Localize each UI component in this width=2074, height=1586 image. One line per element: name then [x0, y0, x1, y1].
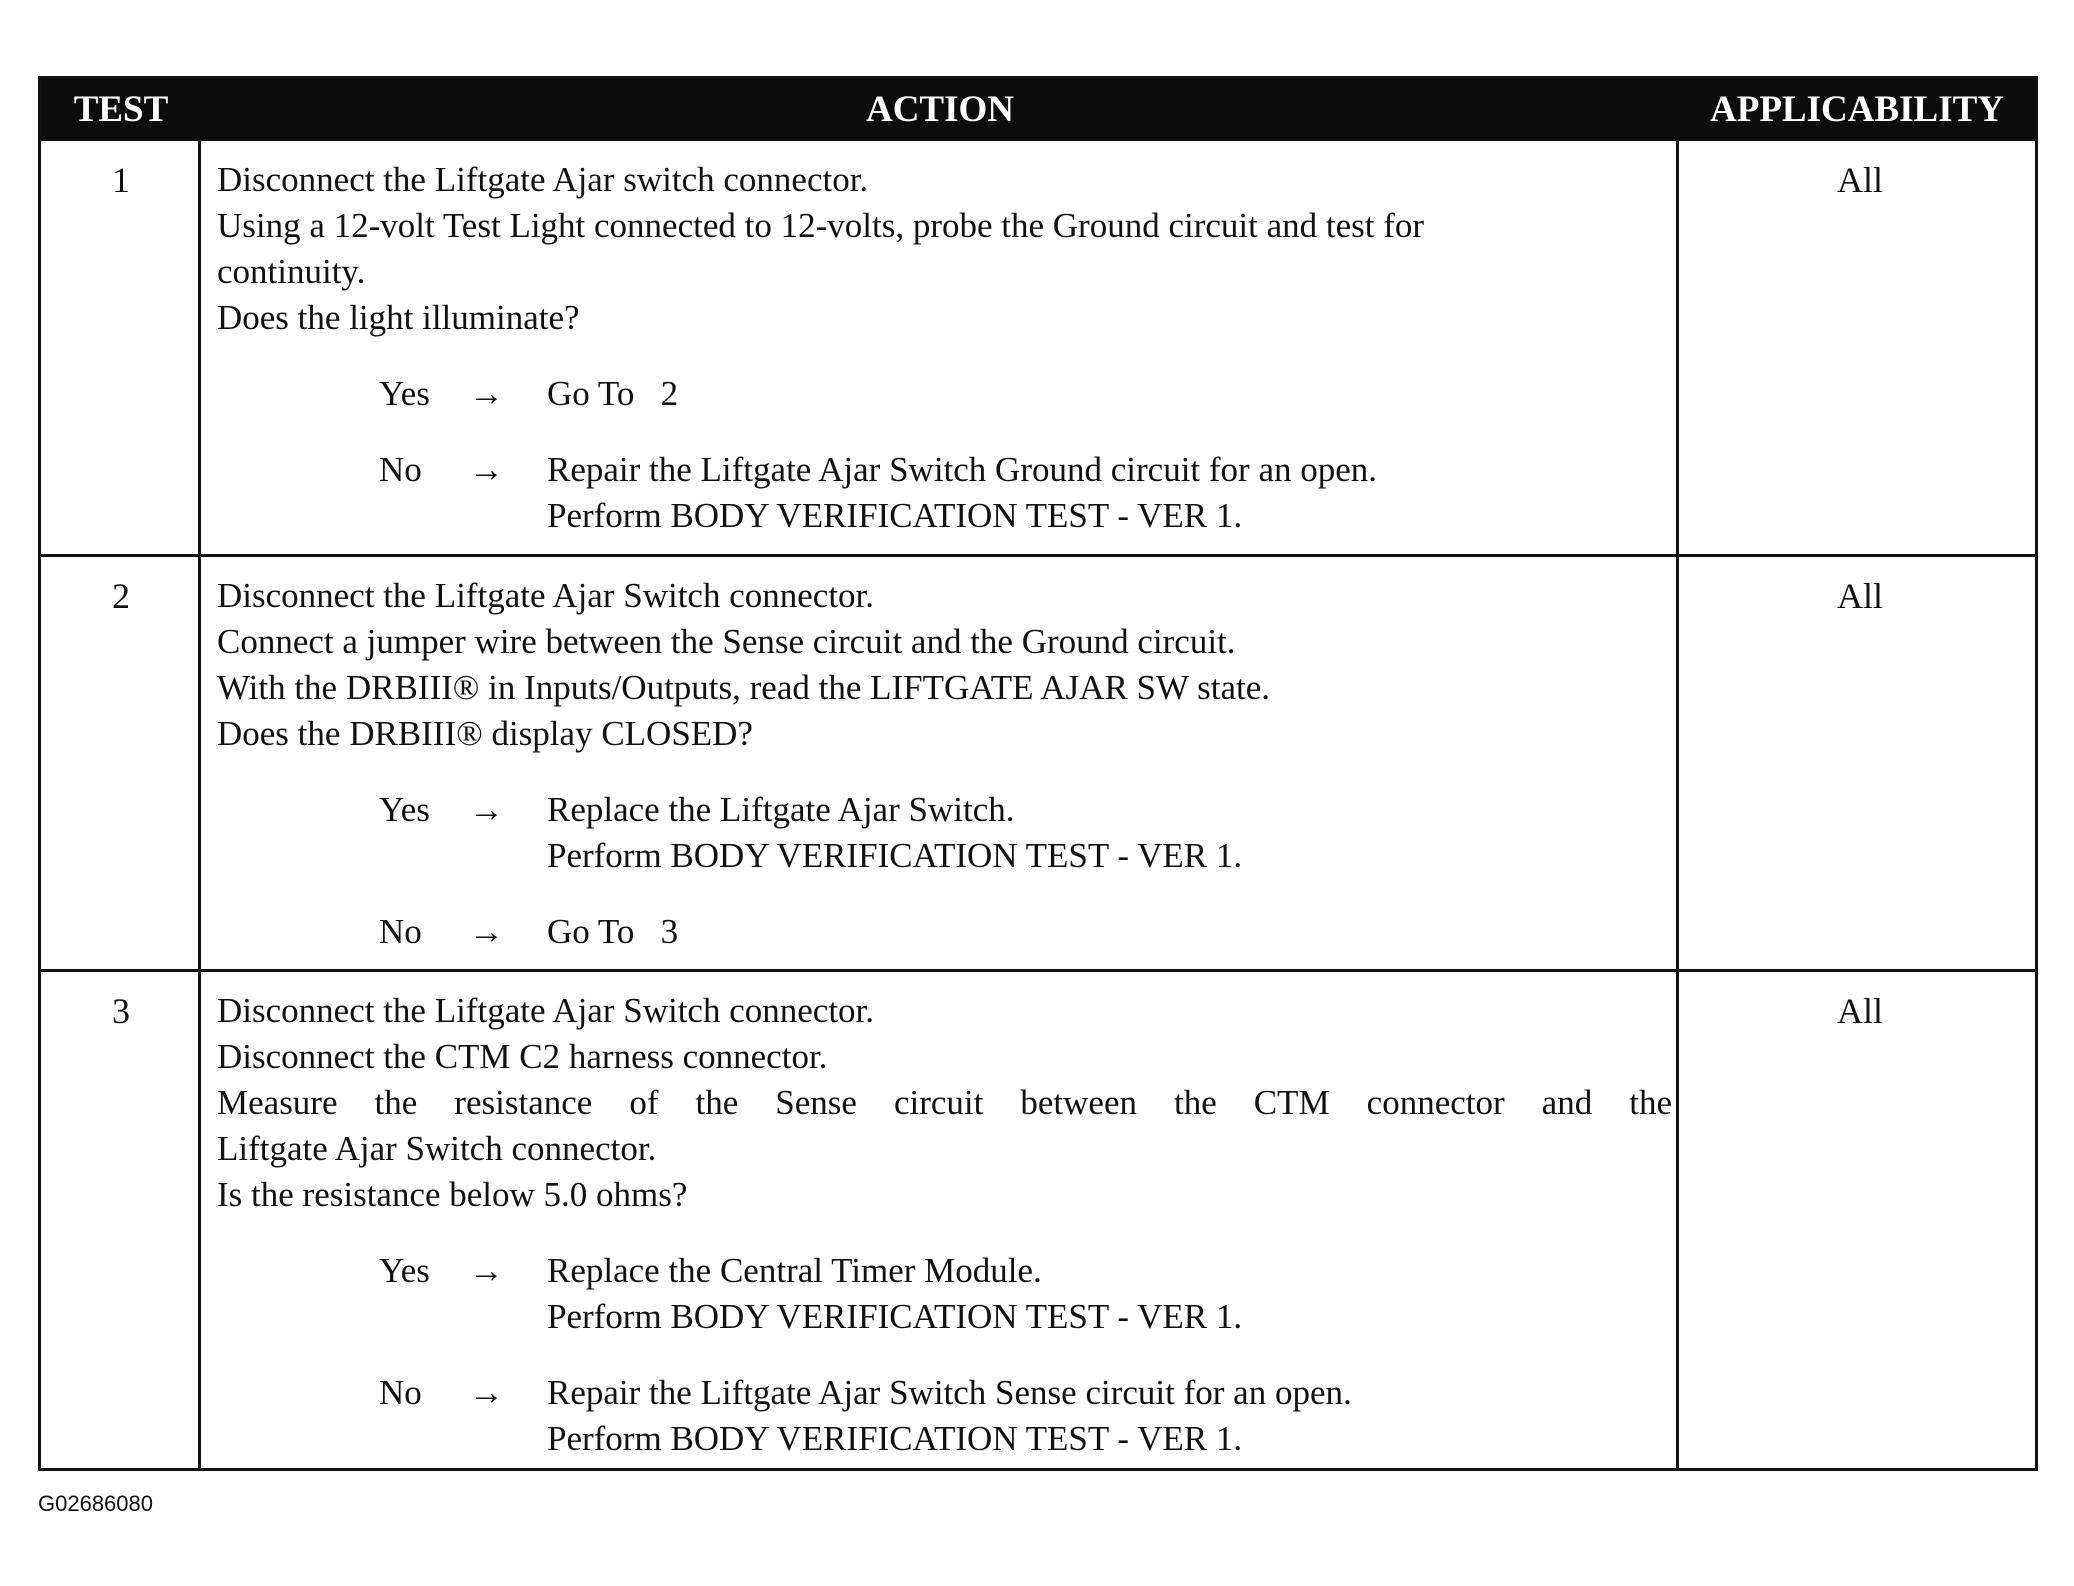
result-text [547, 371, 1672, 417]
arrow-icon: → [469, 912, 504, 951]
result-line: Replace the Liftgate Ajar Switch. [547, 790, 1015, 829]
action-line: Does the DRBIII® display CLOSED? [217, 714, 753, 753]
header-test: TEST [73, 89, 169, 130]
action-cell [217, 573, 1672, 955]
result-text [547, 1370, 1672, 1462]
figure-code: G02686080 [38, 1491, 153, 1516]
arrow-icon: → [469, 1373, 504, 1412]
result-label: Yes [379, 790, 430, 829]
result-label: No [379, 450, 422, 489]
table-row [41, 557, 2035, 972]
result-line: Repair the Liftgate Ajar Switch Sense circuit for an open. [547, 1373, 1352, 1412]
action-line: Disconnect the CTM C2 harness connector. [217, 1037, 828, 1076]
action-line: continuity. [217, 252, 366, 291]
result-text [547, 447, 1672, 539]
table-row [41, 141, 2035, 557]
action-line: Liftgate Ajar Switch connector. [217, 1129, 657, 1168]
result-no [379, 447, 1672, 539]
action-cell [217, 157, 1672, 539]
applicability-value: All [1836, 160, 1883, 200]
action-line: Using a 12-volt Test Light connected to 12-volts, probe the Ground circuit and test for [217, 206, 1425, 245]
result-label: Yes [379, 1251, 430, 1290]
applicability-value: All [1836, 991, 1883, 1031]
action-line: Disconnect the Liftgate Ajar switch connector. [217, 160, 869, 199]
result-yes [379, 1248, 1672, 1340]
header-action: ACTION [865, 89, 1015, 130]
test-number: 3 [112, 991, 130, 1031]
action-cell [217, 988, 1672, 1462]
table-row [41, 972, 2035, 1468]
result-yes [379, 787, 1672, 879]
result-text [547, 787, 1672, 879]
result-line: Go To 2 [547, 374, 679, 413]
arrow-icon: → [469, 790, 504, 829]
result-line: Replace the Central Timer Module. [547, 1251, 1042, 1290]
action-line: Measure the resistance of the Sense circuit between the CTM connector and the [217, 1083, 1672, 1122]
action-line: Disconnect the Liftgate Ajar Switch connector. [217, 576, 875, 615]
result-line: Repair the Liftgate Ajar Switch Ground circuit for an open. [547, 450, 1378, 489]
test-number: 2 [112, 576, 130, 616]
arrow-icon: → [469, 450, 504, 489]
result-line: Perform BODY VERIFICATION TEST - VER 1. [547, 836, 1243, 875]
applicability-value: All [1836, 576, 1883, 616]
table-header [41, 79, 2035, 141]
action-line: Is the resistance below 5.0 ohms? [217, 1175, 688, 1214]
result-line: Perform BODY VERIFICATION TEST - VER 1. [547, 1419, 1243, 1458]
action-line: Disconnect the Liftgate Ajar Switch connector. [217, 991, 875, 1030]
result-text [547, 909, 1672, 955]
test-number: 1 [112, 160, 130, 200]
arrow-icon: → [469, 374, 504, 413]
result-no [379, 1370, 1672, 1462]
action-line: Connect a jumper wire between the Sense circuit and the Ground circuit. [217, 622, 1236, 661]
result-label: No [379, 1373, 422, 1412]
result-yes [379, 371, 1672, 417]
result-line: Perform BODY VERIFICATION TEST - VER 1. [547, 496, 1243, 535]
result-line: Perform BODY VERIFICATION TEST - VER 1. [547, 1297, 1243, 1336]
diagnostic-test-table [38, 76, 2038, 1471]
result-line: Go To 3 [547, 912, 679, 951]
arrow-icon: → [469, 1251, 504, 1290]
action-line: With the DRBIII® in Inputs/Outputs, read the LIFTGATE AJAR SW state. [217, 668, 1271, 707]
header-applicability: APPLICABILITY [1710, 89, 2004, 130]
action-line: Does the light illuminate? [217, 298, 580, 337]
result-text [547, 1248, 1672, 1340]
result-label: Yes [379, 374, 430, 413]
result-no [379, 909, 1672, 955]
result-label: No [379, 912, 422, 951]
